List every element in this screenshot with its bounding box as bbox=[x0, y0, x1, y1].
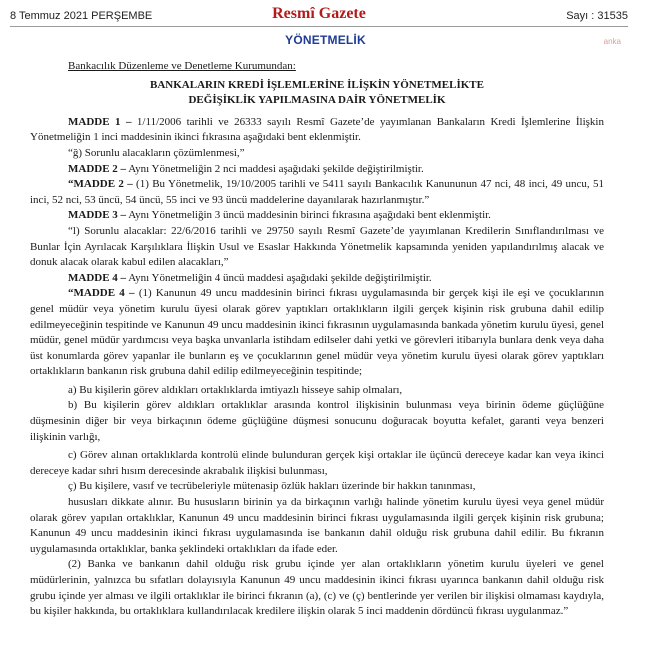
article-4-text: Aynı Yönetmeliğin 4 üncü maddesi aşağıdaki şekilde değiştirilmiştir. bbox=[126, 271, 432, 284]
article-2-text: Aynı Yönetmeliğin 2 nci maddesi aşağıdaki şekilde değiştirilmiştir. bbox=[126, 162, 424, 175]
title-line-2: DEĞİŞİKLİK YAPILMASINA DAİR YÖNETMELİK bbox=[188, 94, 446, 107]
article-3-text: Aynı Yönetmeliğin 3 üncü maddesinin birinci fıkrasına aşağıdaki bent eklenmiştir. bbox=[126, 209, 491, 222]
considerations-paragraph: hususları dikkate alınır. Bu hususların birinin ya da birkaçının varlığı halinde yönetim kurulu üyesi veya genel müdür olarak görev yapılan ortaklıklar, Kanunun 49 uncu maddesinin birinci fıkrası uygulamasında ilgili gerçek kişinin risk grubuna; Kanunun 49 uncu maddesinin ikinci fıkrası uygulamasında ise bankanın dahil olduğu risk grubuna dahil edilir. Bu fıkranın uygulamasında ortaklıklar, banka şeklindeki ortaklıkları da ifade eder. bbox=[30, 496, 604, 555]
regulation-body bbox=[30, 59, 604, 620]
item-b: b) Bu kişilerin görev aldıkları ortaklıklar arasında kontrol ilişkisinin bulunması veya birinin ödeme güçlüğüne düşmesinin diğer bir veya birkaçının ödeme güçlüğüne düşmesi sonucunu doğuracak boyutta kefalet, garanti veya benzeri ilişkinin varlığı, bbox=[30, 399, 604, 443]
article-1 bbox=[30, 115, 604, 146]
article-3-label: MADDE 3 – bbox=[68, 209, 127, 222]
title-line-1: BANKALARIN KREDİ İŞLEMLERİNE İLİŞKİN YÖNETMELİKTE bbox=[150, 78, 484, 91]
article-2-quote-text: (1) Bu Yönetmelik, 19/10/2005 tarihli ve 5411 sayılı Bankacılık Kanununun 47 nci, 48 inci, 49 uncu, 51 inci, 52 nci, 53 üncü, 54 üncü, 55 inci ve 93 üncü maddelerine dayanılarak hazırlanmıştır.” bbox=[30, 178, 604, 206]
article-2 bbox=[30, 162, 604, 178]
article-2-label: MADDE 2 – bbox=[68, 162, 127, 175]
article-4-label: MADDE 4 – bbox=[68, 271, 127, 284]
article-2-quote bbox=[30, 177, 604, 208]
article-1-quote: “ğ) Sorunlu alacakların çözümlenmesi,” bbox=[68, 146, 245, 159]
article-3 bbox=[30, 208, 604, 224]
item-a: a) Bu kişilerin görev aldıkları ortaklıklarda imtiyazlı hisseye sahip olmaları, bbox=[68, 383, 403, 396]
paragraph-2: (2) Banka ve bankanın dahil olduğu risk grubu içinde yer alan ortaklıkların yönetim kurulu üyeleri ve genel müdürlerinin, yalnızca bu sıfatları dolayısıyla Kanunun 49 uncu maddesinin ikinci fıkrası uyarınca bankanın dahil olduğu risk grubu içinde yer alması ve ilgili ortaklıklar ile birinci fıkranın (a), (c) ve (ç) bentlerinde yer verilen bir ilişkisi olmaması kaydıyla, bu kişiler hakkında, bu ortaklıklara kullandırılacak kredilere ilişkin olarak 5 inci maddenin dördüncü fıkrası uygulanmaz.” bbox=[30, 558, 604, 618]
item-cc: ç) Bu kişilere, vasıf ve tecrübeleriyle mütenasip özlük hakları üzerinde bir hakkın tanınması, bbox=[68, 480, 476, 493]
article-3-quote: “l) Sorunlu alacaklar: 22/6/2016 tarihli ve 29750 sayılı Resmî Gazete’de yayımlanan Kredilerin Sınıflandırılması ve Bunlar İçin Ayrılacak Karşılıklara İlişkin Usul ve Esaslar Hakkında Yönetmelik kapsamında yeniden yapılandırılmış alacak ve donuk alacak olarak kabul edilen alacakları,” bbox=[30, 224, 604, 269]
issue-number: Sayı : 31535 bbox=[566, 10, 628, 22]
gazette-header bbox=[10, 4, 628, 26]
article-1-text: 1/11/2006 tarihli ve 26333 sayılı Resmî Gazete’de yayımlanan Bankaların Kredi İşlemlerine İlişkin Yönetmeliğin 1 inci maddesinin ikinci fıkrasına aşağıdaki bent eklenmiştir. bbox=[30, 115, 604, 144]
article-4-quote-text: (1) Kanunun 49 uncu maddesinin birinci fıkrası uygulamasında bir gerçek kişi ile eşi ve çocuklarının genel müdür veya yönetim kurulu üyesi olarak görev yaptıkları ortaklıkların ilgili gerçek kişinin risk grubuna dahil edilip edilmeyeceğinin tespitinde ve Kanunun 49 uncu maddesinin ikinci fıkrasının uygulamasında bankada yönetim kurulu üyesi, genel müdür, genel müdür yardımcısı veya başka unvanlarla istihdam edilseler dahi yetki ve görevleri itibarıyla bunlara denk veya daha üst konumlarda görev yapanlar ile bunların eş ve çocuklarının genel müdür veya yönetim kurulu üyesi olarak görev yaptıkları ortaklıkların bankanın risk grubuna dahil edilip edilmeyeceğinin tespitinde; bbox=[30, 287, 604, 378]
item-c: c) Görev alınan ortaklıklarda kontrolü elinde bulunduran gerçek kişi ortaklar ile üçüncü dereceye kadar kan veya ikinci dereceye kadar sıhri hısım derecesinde akrabalık ilişkisi bulunması, bbox=[30, 449, 604, 477]
article-4 bbox=[30, 271, 604, 287]
article-4-quote-label: “MADDE 4 – bbox=[68, 287, 135, 300]
article-2-quote-label: “MADDE 2 – bbox=[68, 178, 133, 191]
section-heading: YÖNETMELİK bbox=[285, 33, 366, 47]
article-1-label: MADDE 1 – bbox=[68, 115, 132, 128]
header-divider bbox=[10, 26, 628, 27]
article-4-quote bbox=[30, 286, 604, 380]
agency-watermark: anka bbox=[603, 37, 621, 46]
gazette-title: Resmî Gazete bbox=[272, 5, 366, 22]
issuing-institution: Bankacılık Düzenleme ve Denetleme Kurumundan: bbox=[68, 60, 296, 72]
regulation-title bbox=[30, 78, 604, 109]
issue-date: 8 Temmuz 2021 PERŞEMBE bbox=[10, 10, 153, 22]
